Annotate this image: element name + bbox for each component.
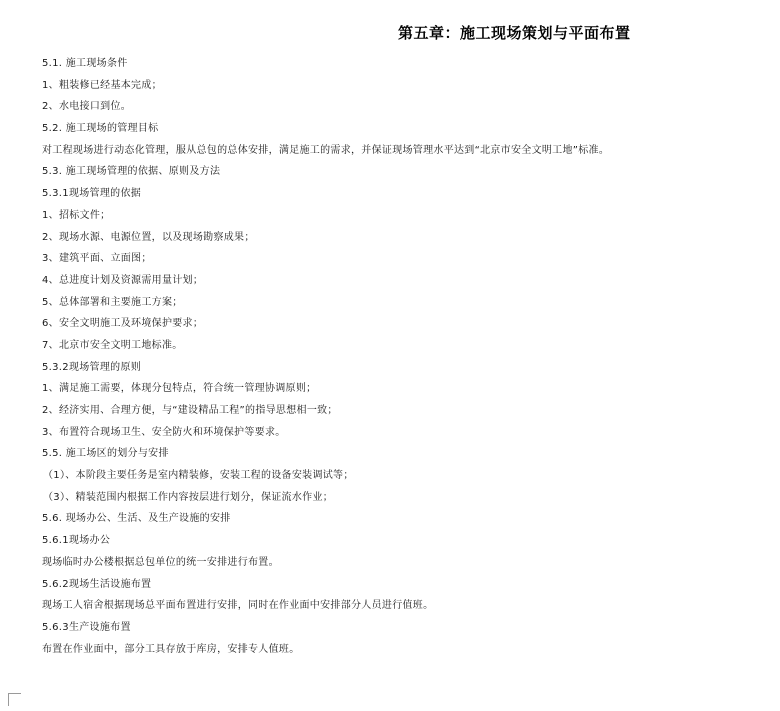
list-item: 2、经济实用、合理方便，与“建设精品工程”的指导思想相一致； (42, 405, 338, 416)
list-item: 4、总进度计划及资源需用量计划； (42, 274, 204, 286)
paragraph: 现场临时办公楼根据总包单位的统一安排进行布置。 (42, 556, 279, 568)
list-item: 2、现场水源、电源位置，以及现场勘察成果； (42, 231, 255, 243)
paragraph: 布置在作业面中，部分工具存放于库房，安排专人值班。 (42, 643, 300, 655)
document-body (42, 53, 762, 660)
subsection-heading: 5.3.1现场管理的依据 (42, 188, 142, 200)
list-item: 1、粗装修已经基本完成； (42, 79, 162, 91)
subsection-heading: 5.6.3生产设施布置 (42, 621, 131, 633)
subsection-heading: 5.6.2现场生活设施布置 (42, 578, 152, 590)
subsection-heading: 5.6.1现场办公 (42, 535, 111, 547)
list-item: 3、布置符合现场卫生、安全防火和环境保护等要求。 (42, 426, 286, 438)
paragraph: 现场工人宿舍根据现场总平面布置进行安排，同时在作业面中安排部分人员进行值班。 (42, 600, 434, 612)
section-heading: 5.1. 施工现场条件 (42, 58, 128, 69)
subsection-heading: 5.3.2现场管理的原则 (42, 361, 142, 373)
section-heading: 5.5. 施工场区的划分与安排 (42, 448, 169, 460)
section-heading: 5.2. 施工现场的管理目标 (42, 123, 159, 135)
list-item: 1、满足施工需要，体现分包特点，符合统一管理协调原则； (42, 383, 317, 395)
section-heading: 5.3. 施工现场管理的依据、原则及方法 (42, 166, 221, 178)
list-item: 2、水电接口到位。 (42, 101, 132, 113)
list-item: 7、北京市安全文明工地标准。 (42, 339, 183, 351)
list-item: 1、招标文件； (42, 209, 111, 221)
chapter-title: 第五章：施工现场策划与平面布置 (398, 24, 631, 42)
list-item: （1）、本阶段主要任务是室内精装修，安装工程的设备安装调试等； (43, 470, 354, 482)
list-item: 6、安全文明施工及环境保护要求； (42, 318, 204, 330)
section-heading: 5.6. 现场办公、生活、及生产设施的安排 (42, 513, 231, 525)
page-corner-mark (8, 693, 21, 706)
list-item: 5、总体部署和主要施工方案； (42, 296, 183, 308)
list-item: 3、建筑平面、立面图； (42, 253, 152, 265)
paragraph: 对工程现场进行动态化管理，服从总包的总体安排，满足施工的需求，并保证现场管理水平达到“北京市安全文明工地”标准。 (42, 144, 610, 156)
list-item: （3）、精装范围内根据工作内容按层进行划分，保证流水作业； (43, 491, 334, 503)
